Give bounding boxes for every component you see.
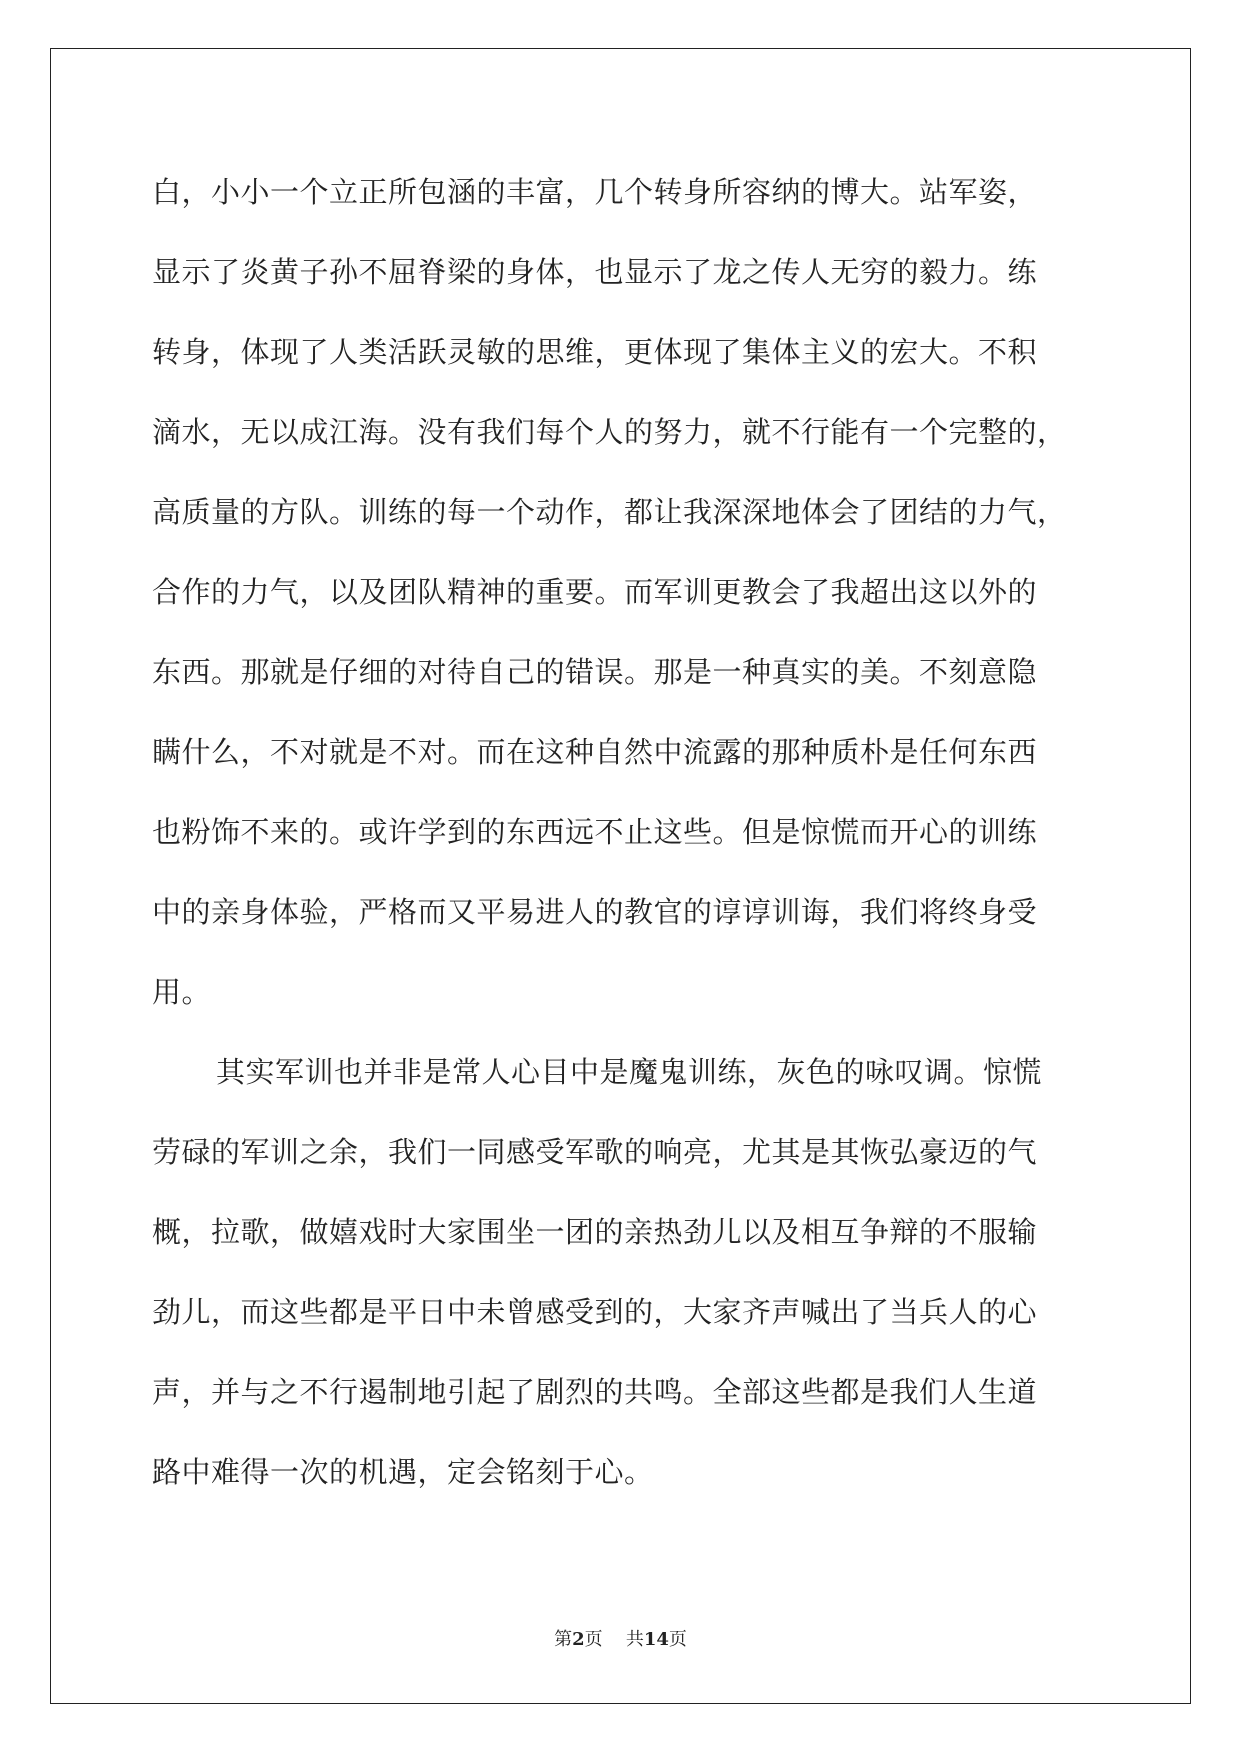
text-line: 瞒什么，不对就是不对。而在这种自然中流露的那种质朴是任何东西: [152, 735, 1038, 769]
text-line: 声，并与之不行遏制地引起了剧烈的共鸣。全部这些都是我们人生道: [152, 1375, 1038, 1409]
text-line: 东西。那就是仔细的对待自己的错误。那是一种真实的美。不刻意隐: [152, 655, 1038, 689]
text-line: 滴水，无以成江海。没有我们每个人的努力，就不行能有一个完整的，: [152, 415, 1067, 449]
footer-page-suffix: 页: [584, 1629, 603, 1650]
text-line: 劲儿，而这些都是平日中未曾感受到的，大家齐声喊出了当兵人的心: [152, 1295, 1038, 1329]
paragraph-first-line: 其实军训也并非是常人心目中是魔鬼训练，灰色的咏叹调。惊慌: [216, 1055, 1043, 1089]
text-line: 转身，体现了人类活跃灵敏的思维，更体现了集体主义的宏大。不积: [152, 335, 1038, 369]
text-line: 中的亲身体验，严格而又平易进人的教官的谆谆训诲，我们将终身受: [152, 895, 1038, 929]
text-line: 用。: [152, 975, 212, 1009]
text-line: 白，小小一个立正所包涵的丰富，几个转身所容纳的博大。站军姿，: [152, 175, 1038, 209]
text-line: 高质量的方队。训练的每一个动作，都让我深深地体会了团结的力气，: [152, 495, 1067, 529]
text-line: 合作的力气，以及团队精神的重要。而军训更教会了我超出这以外的: [152, 575, 1038, 609]
total-pages-number: 14: [643, 1629, 669, 1650]
page-footer: [0, 1625, 1241, 1651]
document-body: [152, 160, 1092, 1520]
footer-prefix: 第: [554, 1629, 573, 1650]
text-line: 路中难得一次的机遇，定会铭刻于心。: [152, 1455, 654, 1489]
text-line: 劳碌的军训之余，我们一同感受军歌的响亮，尤其是其恢弘豪迈的气: [152, 1135, 1038, 1169]
footer-total-prefix: 共: [625, 1629, 644, 1650]
text-line: 也粉饰不来的。或许学到的东西远不止这些。但是惊慌而开心的训练: [152, 815, 1038, 849]
text-line: 显示了炎黄子孙不屈脊梁的身体，也显示了龙之传人无穷的毅力。练: [152, 255, 1038, 289]
footer-total-suffix: 页: [668, 1629, 687, 1650]
current-page-number: 2: [572, 1629, 585, 1650]
text-line: 概，拉歌，做嬉戏时大家围坐一团的亲热劲儿以及相互争辩的不服输: [152, 1215, 1038, 1249]
